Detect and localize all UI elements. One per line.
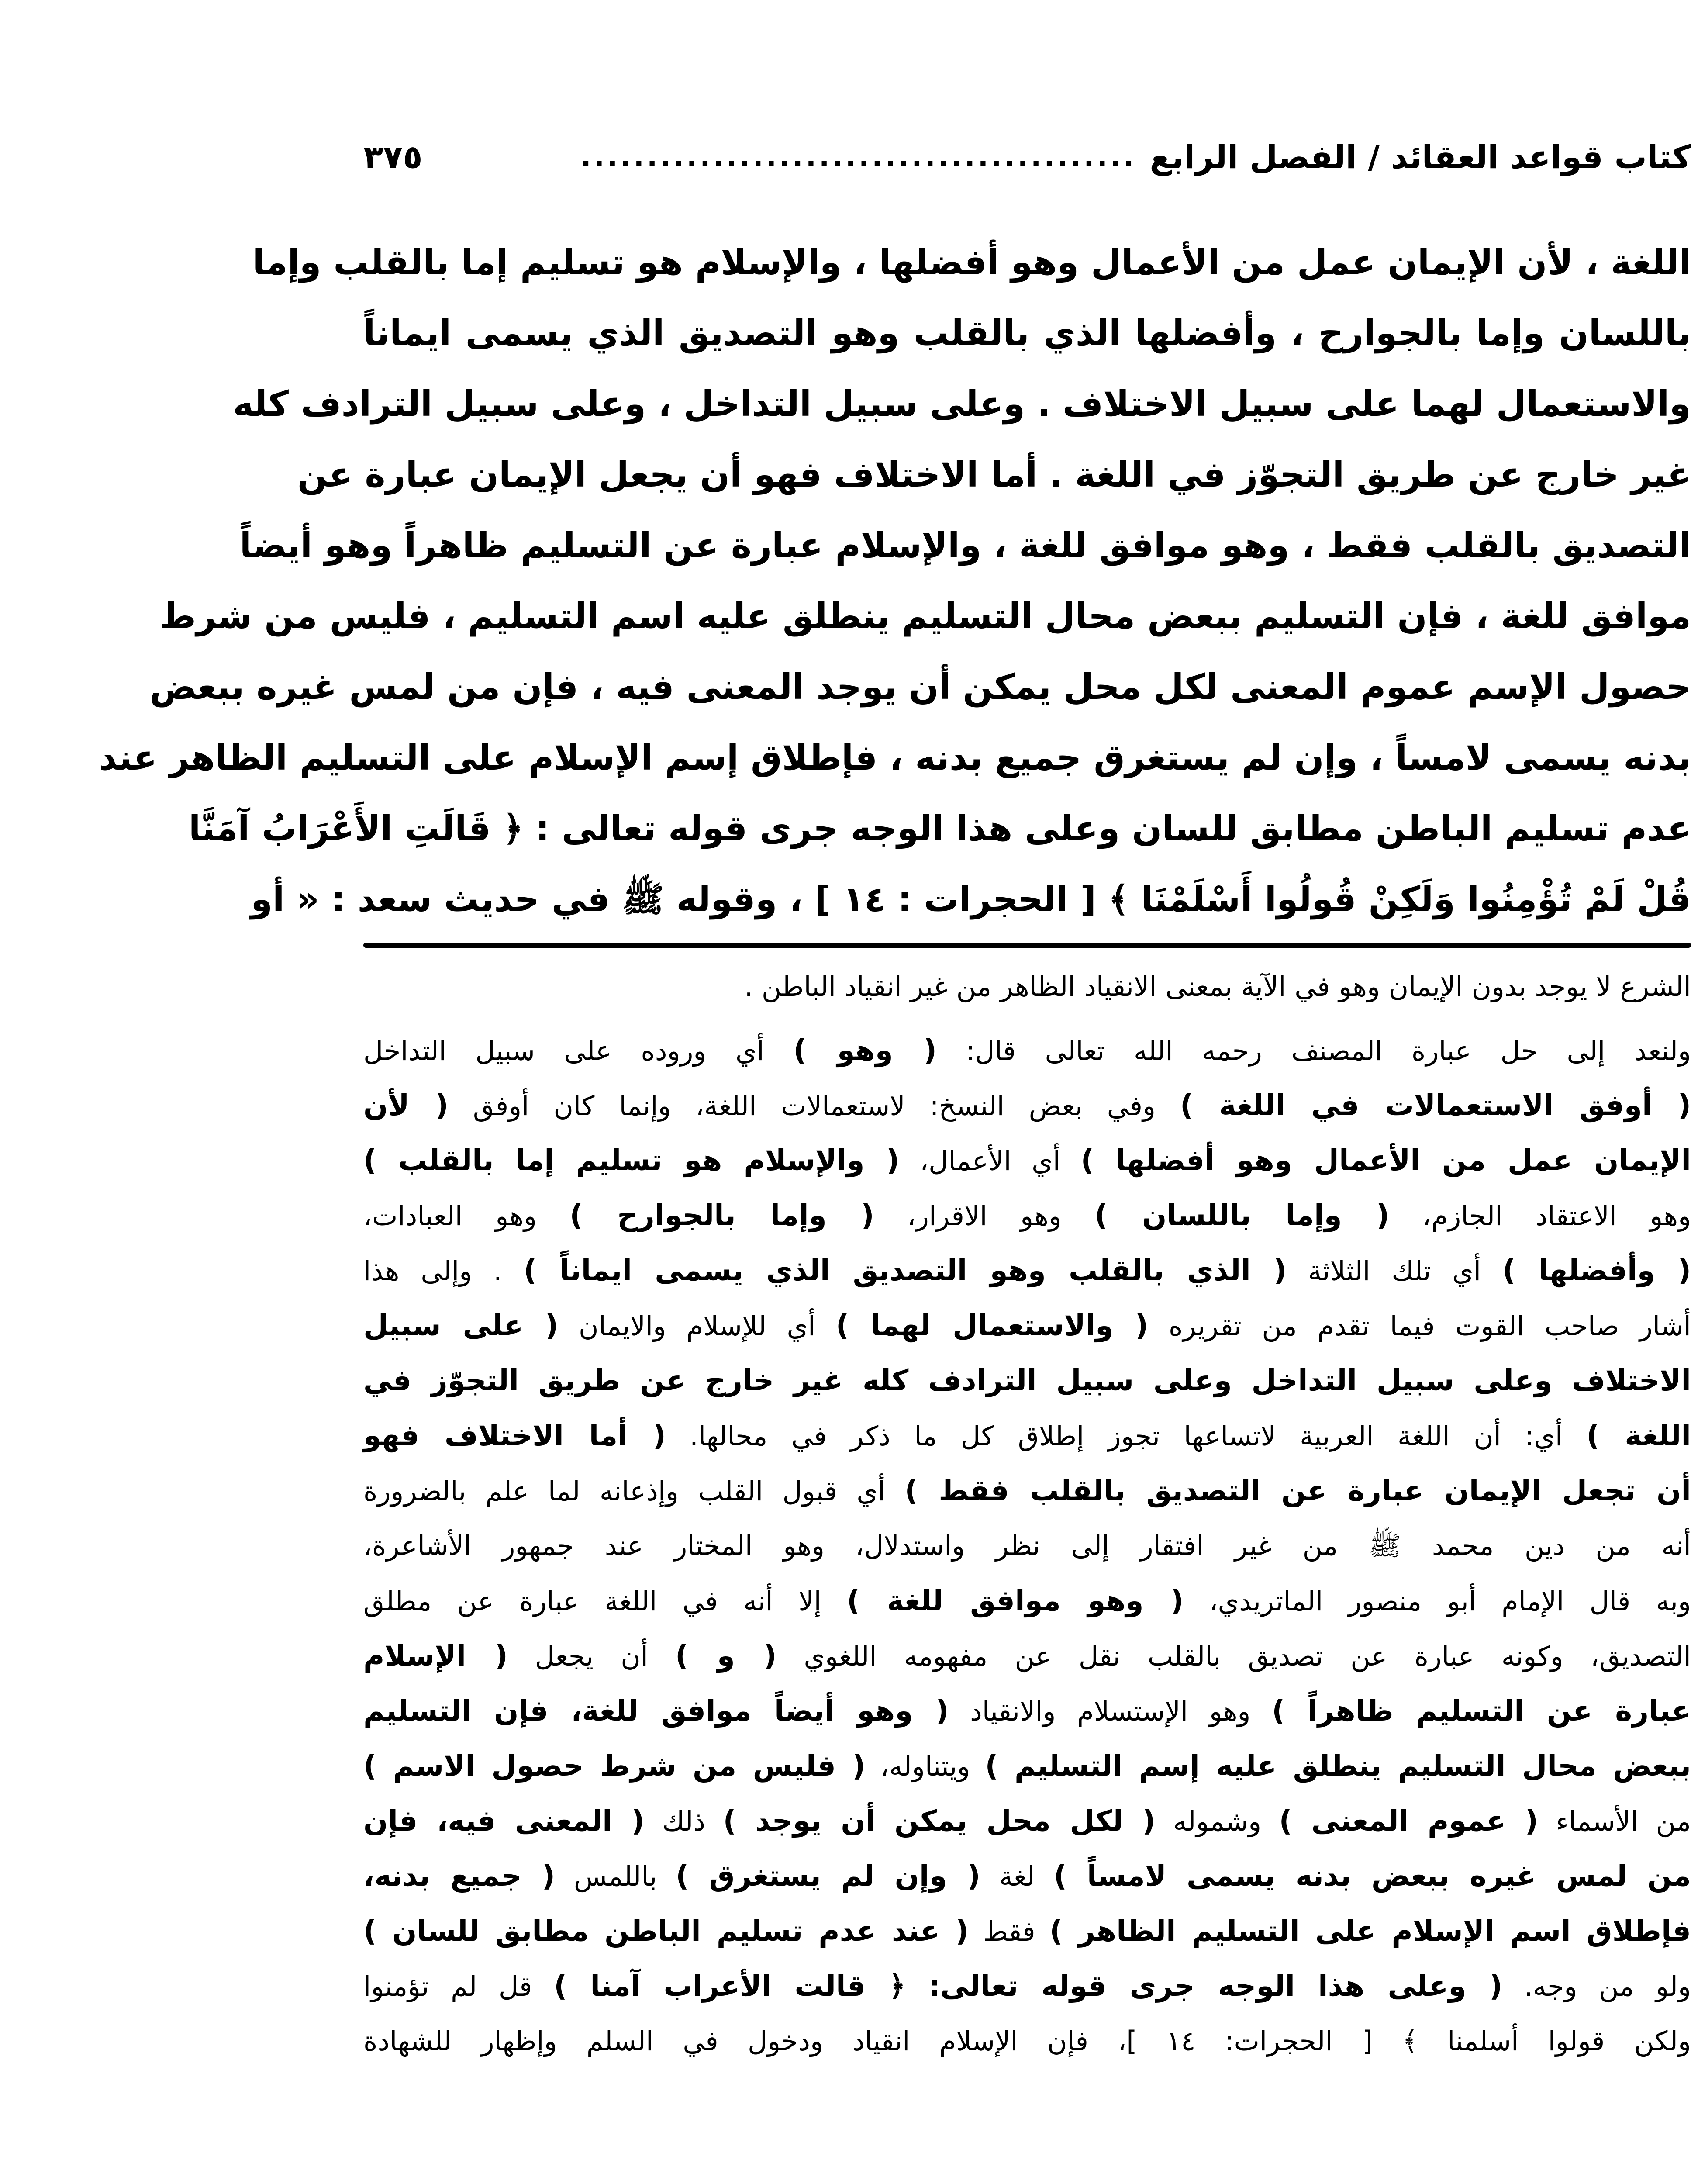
commentary-segment: وشموله bbox=[1155, 1805, 1279, 1837]
commentary-line bbox=[363, 1849, 1691, 1904]
quoted-matn-segment: ( عموم المعنى ) bbox=[1279, 1804, 1539, 1838]
commentary-segment: أي قبول القلب وإذعانه لما علم بالضرورة bbox=[363, 1475, 905, 1507]
commentary-line bbox=[363, 1794, 1691, 1849]
commentary-segment: أنه من دين محمد ﷺ من غير افتقار إلى نظر واستدلال، وهو المختار عند جمهور الأشاعرة، bbox=[363, 1530, 1691, 1562]
page-number: ٣٧٥ bbox=[363, 138, 423, 176]
book-page bbox=[99, 0, 1691, 2134]
quoted-matn-segment: أن تجعل الإيمان عبارة عن التصديق بالقلب فقط ) bbox=[904, 1474, 1691, 1507]
commentary-segment: وهو الإستسلام والانقياد bbox=[949, 1695, 1272, 1727]
quoted-matn-segment: ( عند عدم تسليم الباطن مطابق للسان ) bbox=[363, 1914, 969, 1948]
quoted-matn-segment: ( لكل محل يمكن أن يوجد ) bbox=[723, 1804, 1156, 1838]
commentary-line bbox=[363, 1243, 1691, 1298]
commentary-segment: أي تلك الثلاثة bbox=[1287, 1255, 1503, 1287]
commentary-line bbox=[363, 1298, 1691, 1353]
quoted-matn-segment: اللغة ) bbox=[1586, 1419, 1691, 1452]
commentary-segment: باللمس bbox=[555, 1860, 676, 1892]
commentary-segment: إلا أنه في اللغة عبارة عن مطلق bbox=[363, 1585, 847, 1617]
quoted-matn-segment: ( وعلى هذا الوجه جرى قوله تعالى: ﴿ قالت الأعراب آمنا ) bbox=[554, 1969, 1503, 2003]
commentary-segment: قل لم تؤمنوا bbox=[363, 1970, 554, 2002]
quoted-matn-segment: ( جميع بدنه، bbox=[363, 1859, 556, 1893]
section-divider bbox=[363, 943, 1691, 948]
main-text bbox=[99, 227, 1691, 935]
commentary-line bbox=[363, 1353, 1691, 1408]
running-title: كتاب قواعد العقائد / الفصل الرابع bbox=[1149, 138, 1691, 176]
quoted-matn-segment: من لمس غيره ببعض بدنه يسمى لامساً ) bbox=[1053, 1859, 1691, 1893]
commentary-line bbox=[363, 1408, 1691, 1463]
quoted-matn-segment: ( على سبيل bbox=[363, 1309, 559, 1342]
quoted-matn-segment: ببعض محال التسليم ينطلق عليه إسم التسليم ) bbox=[985, 1749, 1691, 1783]
quoted-matn-segment: ( وأفضلها ) bbox=[1502, 1254, 1691, 1287]
quoted-matn-segment: ( أما الاختلاف فهو bbox=[363, 1419, 666, 1452]
commentary-segment: أي الأعمال، bbox=[899, 1145, 1081, 1177]
commentary-line bbox=[363, 1738, 1691, 1794]
running-header bbox=[363, 127, 1691, 188]
quoted-matn-segment: الإيمان عمل من الأعمال وهو أفضلها ) bbox=[1080, 1144, 1691, 1177]
commentary-segment: وبه قال الإمام أبو منصور الماتريدي، bbox=[1184, 1585, 1691, 1617]
commentary-line bbox=[363, 1959, 1691, 2014]
quoted-matn-segment: ( وإن لم يستغرق ) bbox=[676, 1859, 980, 1893]
commentary-segment: وهو العبادات، bbox=[363, 1200, 570, 1232]
commentary-segment: وهو الاقرار، bbox=[874, 1200, 1095, 1232]
commentary-segment: ولكن قولوا أسلمنا ﴾ [ الحجرات: ١٤ ]، فإن الإسلام انقياد ودخول في السلم وإظهار للشهادة bbox=[363, 2025, 1691, 2057]
commentary-line bbox=[363, 959, 1691, 1014]
commentary-line bbox=[363, 1133, 1691, 1188]
commentary-line bbox=[363, 2014, 1691, 2069]
quoted-matn-segment: ( والاستعمال لهما ) bbox=[835, 1309, 1149, 1342]
commentary-segment: أشار صاحب القوت فيما تقدم من تقريره bbox=[1148, 1310, 1691, 1342]
leader-dots: .......................................... bbox=[580, 141, 1137, 173]
commentary-segment: أي: أن اللغة العربية لاتساعها تجوز إطلاق كل ما ذكر في محالها. bbox=[666, 1420, 1587, 1452]
quoted-matn-segment: ( الذي بالقلب وهو التصديق الذي يسمى ايماناً ) bbox=[523, 1254, 1287, 1287]
commentary-segment: ولنعد إلى حل عبارة المصنف رحمه الله تعالى قال: bbox=[936, 1035, 1691, 1067]
commentary-line bbox=[363, 1573, 1691, 1628]
commentary-segment: من الأسماء bbox=[1538, 1805, 1691, 1837]
commentary-segment: أي وروده على سبيل التداخل bbox=[363, 1035, 794, 1067]
commentary-segment: لغة bbox=[980, 1860, 1054, 1892]
quoted-matn-segment: ( والإسلام هو تسليم إما بالقلب ) bbox=[363, 1144, 900, 1177]
commentary-line bbox=[363, 1683, 1691, 1738]
quoted-matn-segment: فإطلاق اسم الإسلام على التسليم الظاهر ) bbox=[1049, 1914, 1691, 1948]
main-text-line: موافق للغة ، فإن التسليم ببعض محال التسليم ينطلق عليه اسم التسليم ، فليس من شرط bbox=[159, 596, 1691, 636]
quoted-matn-segment: ( وهو موافق للغة ) bbox=[846, 1584, 1184, 1617]
main-text-line: بدنه يسمى لامساً ، وإن لم يستغرق جميع بدنه ، فإطلاق إسم الإسلام على التسليم الظاهر عند bbox=[99, 737, 1691, 778]
commentary-line bbox=[363, 1628, 1691, 1683]
quoted-matn-segment: ( وهو أيضاً موافق للغة، فإن التسليم bbox=[363, 1694, 949, 1728]
commentary-segment: التصديق، وكونه عبارة عن تصديق بالقلب نقل عن مفهومه اللغوي bbox=[776, 1640, 1691, 1672]
main-text-line: والاستعمال لهما على سبيل الاختلاف . وعلى سبيل التداخل ، وعلى سبيل الترادف كله bbox=[233, 384, 1691, 424]
commentary-segment: ذلك bbox=[644, 1805, 723, 1837]
quoted-matn-segment: ( وإما باللسان ) bbox=[1094, 1199, 1390, 1232]
commentary-line bbox=[363, 1078, 1691, 1133]
commentary-segment: ويتناوله، bbox=[865, 1750, 985, 1782]
main-text-line: غير خارج عن طريق التجوّز في اللغة . أما الاختلاف فهو أن يجعل الإيمان عبارة عن bbox=[297, 454, 1691, 495]
main-text-line: حصول الإسم عموم المعنى لكل محل يمكن أن يوجد المعنى فيه ، فإن من لمس غيره ببعض bbox=[149, 667, 1691, 707]
commentary-line bbox=[363, 1188, 1691, 1243]
commentary-line bbox=[363, 1463, 1691, 1518]
quoted-matn-segment: ( وهو ) bbox=[793, 1033, 937, 1067]
commentary-segment: ولو من وجه. bbox=[1502, 1970, 1691, 2002]
commentary-segment: أي للإسلام والايمان bbox=[558, 1310, 836, 1342]
commentary-line bbox=[363, 1023, 1691, 1078]
commentary-segment: وهو الاعتقاد الجازم، bbox=[1389, 1200, 1691, 1232]
main-text-line: باللسان وإما بالجوارح ، وأفضلها الذي بالقلب وهو التصديق الذي يسمى ايماناً bbox=[363, 313, 1691, 353]
quoted-matn-segment: ( فليس من شرط حصول الاسم ) bbox=[363, 1749, 866, 1783]
quoted-matn-segment: ( المعنى فيه، فإن bbox=[363, 1804, 645, 1838]
main-text-line: التصديق بالقلب فقط ، وهو موافق للغة ، والإسلام عبارة عن التسليم ظاهراً وهو أيضاً bbox=[239, 525, 1691, 566]
quoted-matn-segment: ( الإسلام bbox=[363, 1639, 508, 1673]
quoted-matn-segment: ( و ) bbox=[675, 1639, 777, 1673]
main-text-line: قُلْ لَمْ تُؤْمِنُوا وَلَكِنْ قُولُوا أَسْلَمْنَا ﴾ [ الحجرات : ١٤ ] ، وقوله ﷺ في حديث سعد : « أو bbox=[251, 879, 1691, 919]
main-text-line: اللغة ، لأن الإيمان عمل من الأعمال وهو أفضلها ، والإسلام هو تسليم إما بالقلب وإما bbox=[252, 242, 1691, 283]
quoted-matn-segment: ( أوفق الاستعمالات في اللغة ) bbox=[1180, 1089, 1691, 1122]
commentary-segment: أن يجعل bbox=[507, 1640, 676, 1672]
quoted-matn-segment: الاختلاف وعلى سبيل التداخل وعلى سبيل الترادف كله غير خارج عن طريق التجوّز في bbox=[363, 1364, 1691, 1397]
commentary-segment: وفي بعض النسخ: لاستعمالات اللغة، وإنما كان أوفق bbox=[448, 1090, 1180, 1122]
commentary bbox=[363, 959, 1691, 2069]
quoted-matn-segment: ( لأن bbox=[363, 1089, 449, 1122]
main-text-line: عدم تسليم الباطن مطابق للسان وعلى هذا الوجه جرى قوله تعالى : ﴿ قَالَتِ الأَعْرَابُ آمَنَّا bbox=[188, 808, 1691, 849]
quoted-matn-segment: ( وإما بالجوارح ) bbox=[569, 1199, 874, 1232]
commentary-line bbox=[363, 1518, 1691, 1573]
commentary-segment: . وإلى هذا bbox=[363, 1255, 524, 1287]
commentary-line bbox=[363, 1904, 1691, 1959]
commentary-segment: فقط bbox=[969, 1915, 1050, 1947]
commentary-segment: الشرع لا يوجد بدون الإيمان وهو في الآية بمعنى الانقياد الظاهر من غير انقياد الباطن . bbox=[744, 971, 1691, 1002]
quoted-matn-segment: عبارة عن التسليم ظاهراً ) bbox=[1272, 1694, 1691, 1728]
